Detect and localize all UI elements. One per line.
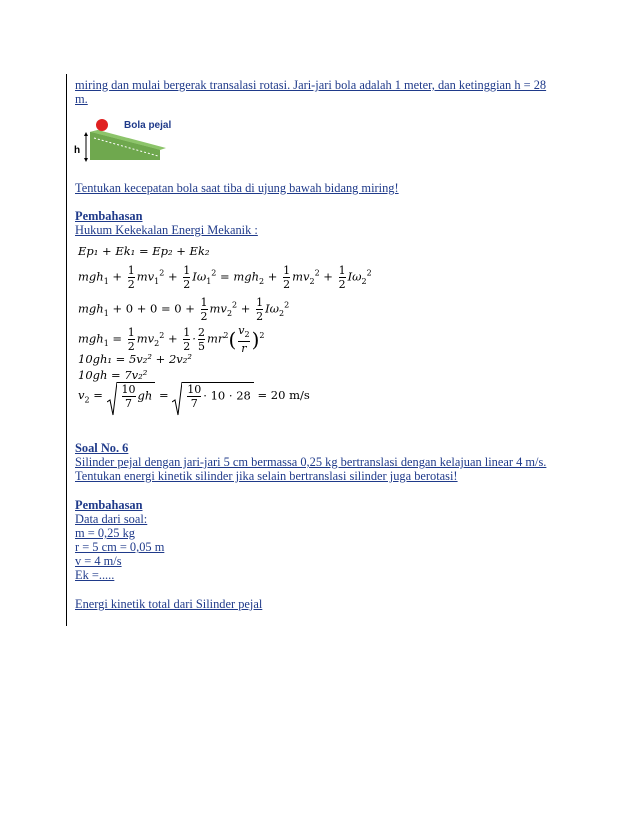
- data-item-radius: r = 5 cm = 0,05 m: [75, 540, 165, 554]
- solution-subheading: Hukum Kekekalan Energi Mekanik :: [75, 223, 258, 237]
- solution-2-heading: Pembahasan: [75, 498, 143, 512]
- height-arrow-down: [84, 158, 88, 162]
- equation-line-6: 10gh = 7v₂²: [78, 368, 148, 382]
- soal-6-line-2: Tentukan energi kinetik silinder jika selain bertranslasi silinder juga berotasi!: [75, 469, 458, 483]
- equation-line-4: mgh$_1$ = $\frac{1}{2}$ $mv_2^2$ + $\frac{1}{2}$ · $\frac{2}{5}$ $mr^2$( $\frac{v_2}{r}$ )$^2$: [78, 324, 265, 356]
- equation-line-5: 10gh₁ = 5v₂² + 2v₂²: [78, 352, 192, 366]
- data-item-velocity: v = 4 m/s: [75, 554, 122, 568]
- equation-line-2: mgh$_1$ + $\frac{1}{2}$ $mv_1^2$ + $\frac{1}{2}$ $I\omega_1^2 = mgh_2$ + $\frac{1}{2}$ $mv_2^2$ + $\frac{1}{2}$ $I\omega_2^2$: [78, 264, 372, 291]
- left-margin-rule: [66, 74, 67, 626]
- equation-line-3: mgh$_1$ + 0 + 0 = 0 + $\frac{1}{2}$ $mv_2^2$ + $\frac{1}{2}$ $I\omega_2^2$: [78, 296, 290, 323]
- question-text: Tentukan kecepatan bola saat tiba di ujung bawah bidang miring!: [75, 181, 399, 195]
- data-label: Data dari soal:: [75, 512, 148, 526]
- height-arrow-up: [84, 132, 88, 136]
- equation-energy-conservation: Ep₁ + Ek₁ = Ep₂ + Ek₂: [78, 244, 210, 258]
- closing-line: Energi kinetik total dari Silinder pejal: [75, 597, 263, 611]
- soal-6-heading: Soal No. 6: [75, 441, 129, 455]
- ball-icon: [96, 119, 108, 131]
- solution-heading: Pembahasan: [75, 209, 143, 223]
- soal-6-line-1: Silinder pejal dengan jari-jari 5 cm bermassa 0,25 kg bertranslasi dengan kelajuan linear 4 m/s.: [75, 455, 547, 469]
- intro-line-2: m.: [75, 92, 88, 106]
- data-item-energy: Ek =.....: [75, 568, 115, 582]
- equation-line-7: $v_2$ = $\frac{10}{7}$ gh = $\frac{10}{7}$ · 10 · 28 = 20 m/s: [78, 382, 310, 410]
- figure-label-ball: Bola pejal: [124, 120, 172, 131]
- velocity-result: = 20 m/s: [257, 388, 310, 402]
- intro-line-1: miring dan mulai bergerak transalasi rotasi. Jari-jari bola adalah 1 meter, dan ketinggian h = 28: [75, 78, 547, 92]
- figure-label-h: h: [74, 145, 81, 156]
- data-item-mass: m = 0,25 kg: [75, 526, 135, 540]
